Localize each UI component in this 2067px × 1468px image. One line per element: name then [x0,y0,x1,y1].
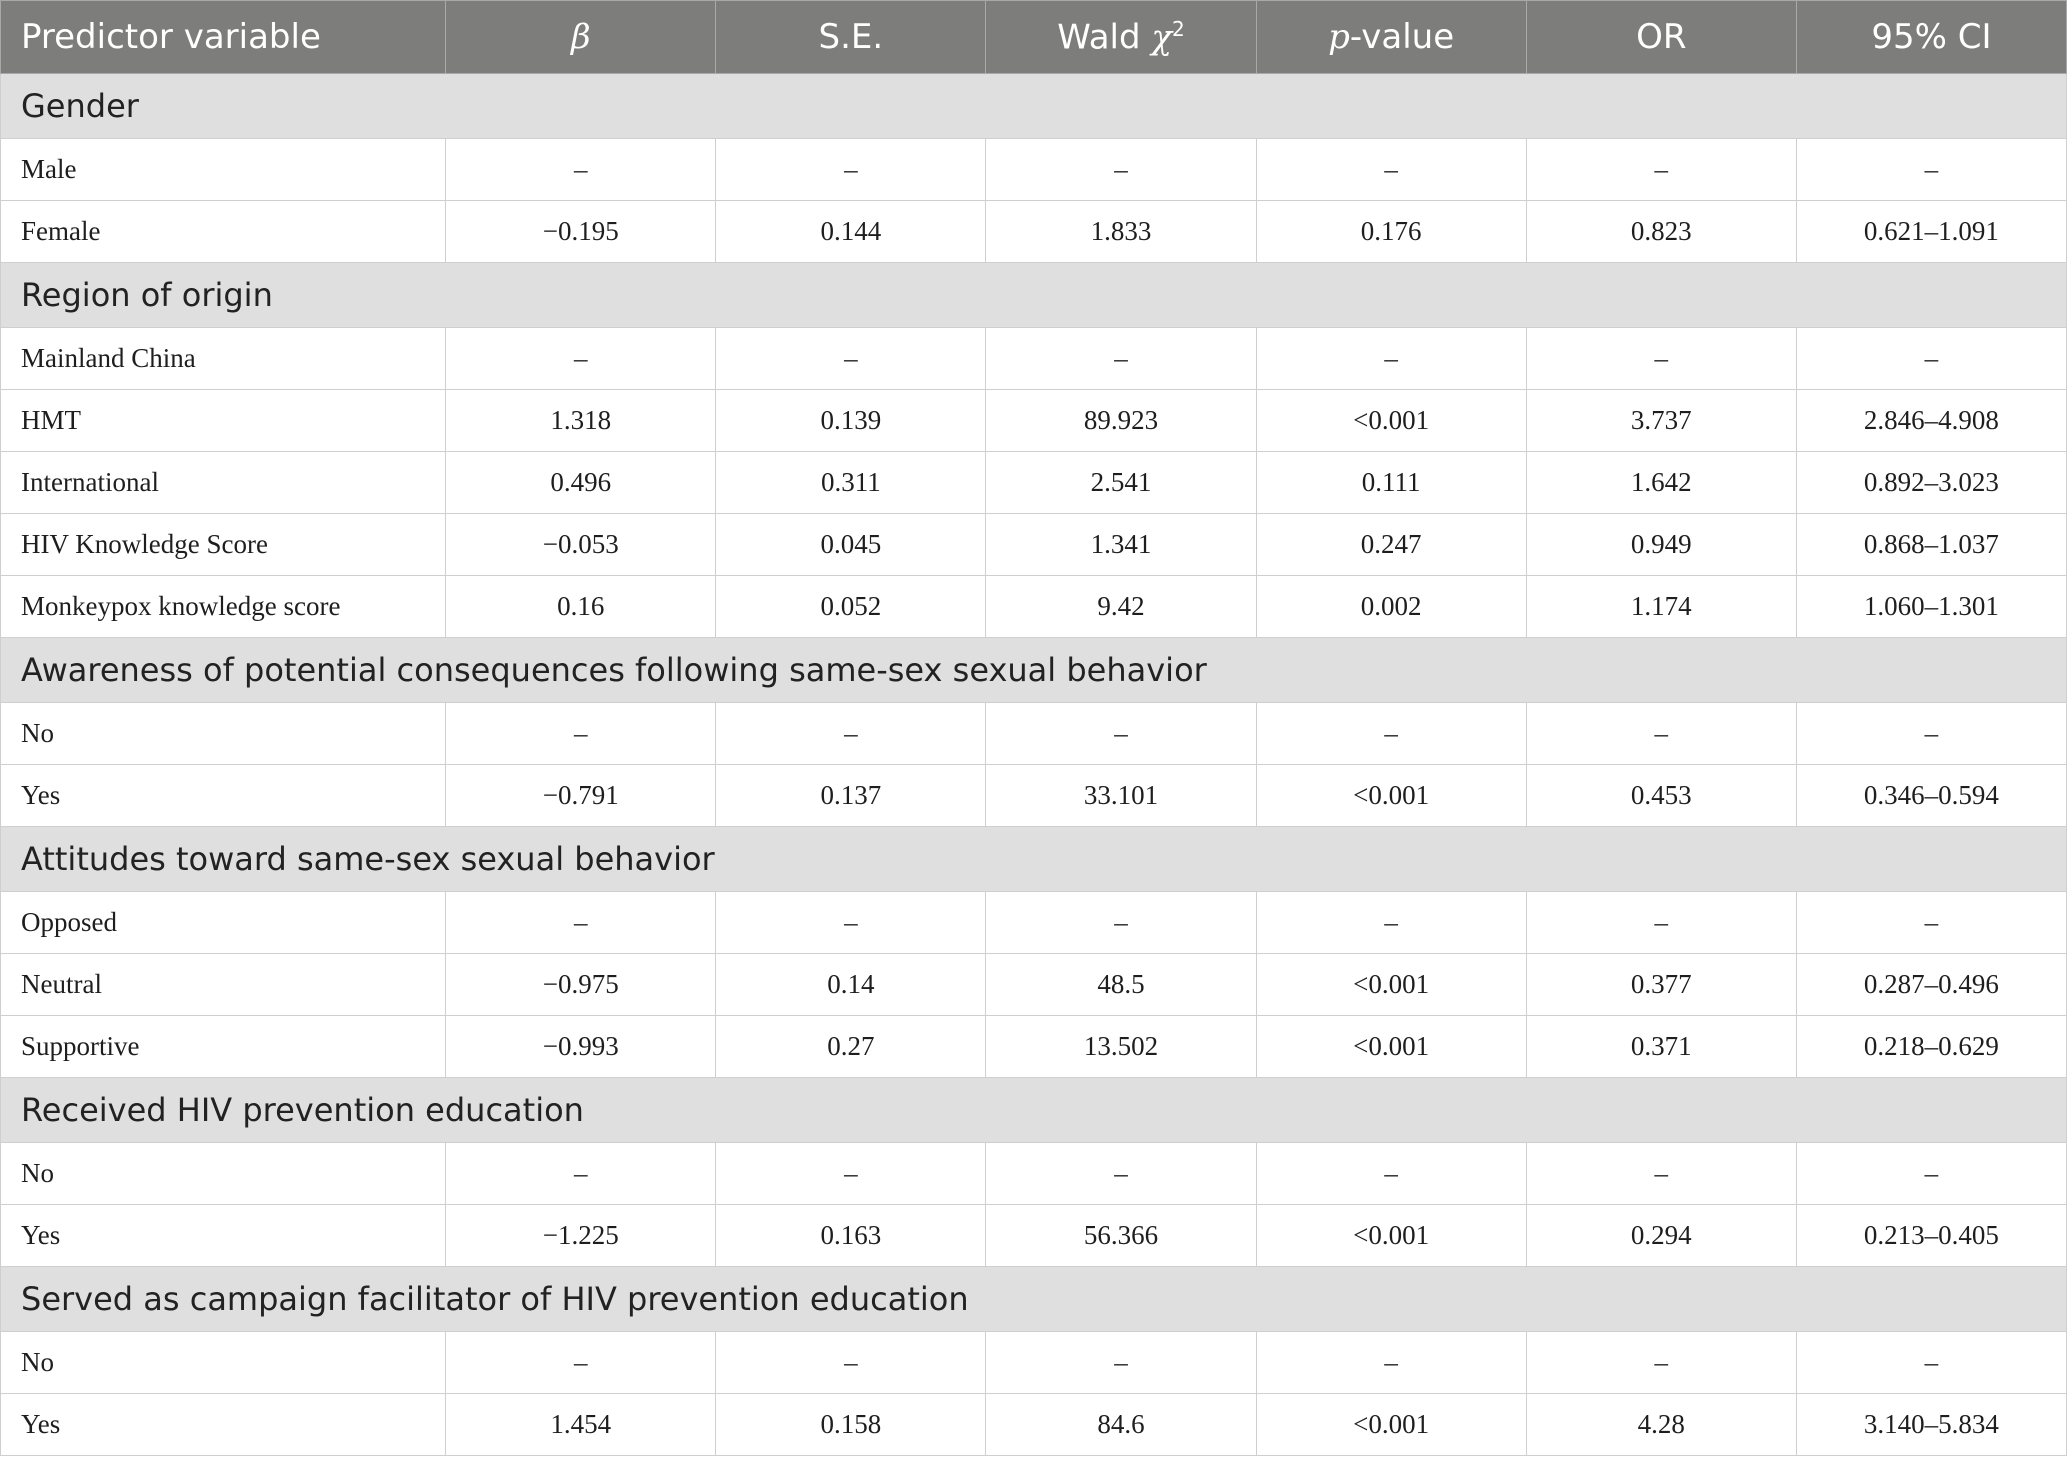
p-suffix: -value [1349,17,1455,57]
table-row [1,390,2067,452]
table-row [1,139,2067,201]
cell-p: – [1256,1143,1526,1205]
header-ci: 95% CI [1796,1,2066,74]
cell-se: 0.27 [716,1016,986,1078]
row-label: Male [1,139,446,201]
wald-label: Wald [1057,17,1152,58]
cell-wald: 33.101 [986,765,1256,827]
cell-beta: – [446,139,716,201]
row-label: Neutral [1,954,446,1016]
cell-wald: – [986,1332,1256,1394]
table-row [1,1205,2067,1267]
section-header-row [1,1267,2067,1332]
cell-p: – [1256,1332,1526,1394]
cell-wald: – [986,703,1256,765]
chi-superscript: 2 [1172,16,1185,41]
cell-p: – [1256,892,1526,954]
cell-wald: 56.366 [986,1205,1256,1267]
cell-or: 0.294 [1526,1205,1796,1267]
cell-beta: −0.993 [446,1016,716,1078]
cell-beta: −0.053 [446,514,716,576]
row-label: Monkeypox knowledge score [1,576,446,638]
cell-ci: – [1796,703,2066,765]
cell-or: 1.174 [1526,576,1796,638]
cell-or: 3.737 [1526,390,1796,452]
section-title: Region of origin [1,263,2067,328]
row-label: HMT [1,390,446,452]
section-title: Awareness of potential consequences following same-sex sexual behavior [1,638,2067,703]
table-row [1,452,2067,514]
cell-se: 0.144 [716,201,986,263]
row-label: No [1,1143,446,1205]
table-row [1,576,2067,638]
cell-ci: – [1796,1143,2066,1205]
table-row [1,1143,2067,1205]
cell-se: 0.163 [716,1205,986,1267]
cell-se: – [716,139,986,201]
cell-beta: 0.496 [446,452,716,514]
cell-beta: – [446,328,716,390]
cell-wald: 84.6 [986,1394,1256,1456]
cell-ci: 0.892–3.023 [1796,452,2066,514]
cell-wald: 89.923 [986,390,1256,452]
cell-beta: 0.16 [446,576,716,638]
cell-or: – [1526,328,1796,390]
cell-se: – [716,1143,986,1205]
table-row [1,954,2067,1016]
cell-p: <0.001 [1256,954,1526,1016]
cell-or: 4.28 [1526,1394,1796,1456]
cell-se: 0.137 [716,765,986,827]
table-row [1,514,2067,576]
cell-wald: 13.502 [986,1016,1256,1078]
cell-beta: – [446,703,716,765]
row-label: No [1,703,446,765]
cell-wald: 1.833 [986,201,1256,263]
row-label: International [1,452,446,514]
table-row [1,703,2067,765]
table-row [1,1332,2067,1394]
cell-ci: 0.287–0.496 [1796,954,2066,1016]
cell-wald: 2.541 [986,452,1256,514]
cell-ci: 0.868–1.037 [1796,514,2066,576]
section-header-row [1,74,2067,139]
cell-p: – [1256,328,1526,390]
cell-p: <0.001 [1256,1016,1526,1078]
beta-symbol: β [570,17,591,57]
row-label: Supportive [1,1016,446,1078]
header-se: S.E. [716,1,986,74]
cell-ci: 0.346–0.594 [1796,765,2066,827]
cell-ci: 3.140–5.834 [1796,1394,2066,1456]
cell-beta: – [446,1143,716,1205]
cell-p: <0.001 [1256,765,1526,827]
header-row [1,1,2067,74]
cell-or: – [1526,1143,1796,1205]
row-label: HIV Knowledge Score [1,514,446,576]
cell-or: – [1526,703,1796,765]
cell-wald: – [986,1143,1256,1205]
cell-p: – [1256,703,1526,765]
cell-ci: – [1796,139,2066,201]
cell-or: 0.377 [1526,954,1796,1016]
cell-wald: 9.42 [986,576,1256,638]
section-header-row [1,1078,2067,1143]
cell-wald: 1.341 [986,514,1256,576]
cell-p: <0.001 [1256,390,1526,452]
table-row [1,765,2067,827]
table-body [1,74,2067,1456]
cell-or: 0.949 [1526,514,1796,576]
row-label: Female [1,201,446,263]
cell-or: 0.823 [1526,201,1796,263]
cell-or: 0.371 [1526,1016,1796,1078]
row-label: No [1,1332,446,1394]
cell-beta: −0.975 [446,954,716,1016]
section-header-row [1,638,2067,703]
section-header-row [1,827,2067,892]
row-label: Yes [1,1205,446,1267]
header-beta [446,1,716,74]
cell-beta: 1.454 [446,1394,716,1456]
cell-or: – [1526,892,1796,954]
cell-or: – [1526,1332,1796,1394]
section-title: Gender [1,74,2067,139]
cell-ci: – [1796,892,2066,954]
cell-beta: 1.318 [446,390,716,452]
cell-ci: 0.213–0.405 [1796,1205,2066,1267]
table-row [1,1394,2067,1456]
cell-wald: – [986,328,1256,390]
cell-se: 0.045 [716,514,986,576]
cell-se: – [716,328,986,390]
header-predictor: Predictor variable [1,1,446,74]
cell-ci: – [1796,1332,2066,1394]
cell-beta: – [446,892,716,954]
cell-or: – [1526,139,1796,201]
cell-p: 0.111 [1256,452,1526,514]
section-title: Received HIV prevention education [1,1078,2067,1143]
cell-se: 0.158 [716,1394,986,1456]
table-row [1,1016,2067,1078]
table-row [1,892,2067,954]
header-p-value [1256,1,1526,74]
cell-p: 0.176 [1256,201,1526,263]
cell-wald: – [986,892,1256,954]
p-symbol: p [1328,17,1350,57]
cell-ci: 0.621–1.091 [1796,201,2066,263]
cell-se: – [716,892,986,954]
cell-p: 0.247 [1256,514,1526,576]
cell-se: 0.139 [716,390,986,452]
cell-se: – [716,703,986,765]
section-title: Attitudes toward same-sex sexual behavior [1,827,2067,892]
chi-symbol: χ [1151,17,1173,58]
table-row [1,328,2067,390]
cell-ci: 2.846–4.908 [1796,390,2066,452]
cell-p: 0.002 [1256,576,1526,638]
cell-wald: 48.5 [986,954,1256,1016]
cell-se: 0.311 [716,452,986,514]
cell-ci: 1.060–1.301 [1796,576,2066,638]
cell-ci: 0.218–0.629 [1796,1016,2066,1078]
cell-beta: −0.195 [446,201,716,263]
header-or: OR [1526,1,1796,74]
cell-or: 1.642 [1526,452,1796,514]
row-label: Mainland China [1,328,446,390]
cell-p: <0.001 [1256,1205,1526,1267]
cell-wald: – [986,139,1256,201]
section-title: Served as campaign facilitator of HIV prevention education [1,1267,2067,1332]
row-label: Yes [1,1394,446,1456]
row-label: Yes [1,765,446,827]
cell-beta: −1.225 [446,1205,716,1267]
cell-beta: −0.791 [446,765,716,827]
table-row [1,201,2067,263]
header-wald [986,1,1256,74]
cell-or: 0.453 [1526,765,1796,827]
cell-ci: – [1796,328,2066,390]
cell-p: <0.001 [1256,1394,1526,1456]
section-header-row [1,263,2067,328]
cell-se: – [716,1332,986,1394]
cell-p: – [1256,139,1526,201]
cell-se: 0.14 [716,954,986,1016]
row-label: Opposed [1,892,446,954]
cell-beta: – [446,1332,716,1394]
cell-se: 0.052 [716,576,986,638]
